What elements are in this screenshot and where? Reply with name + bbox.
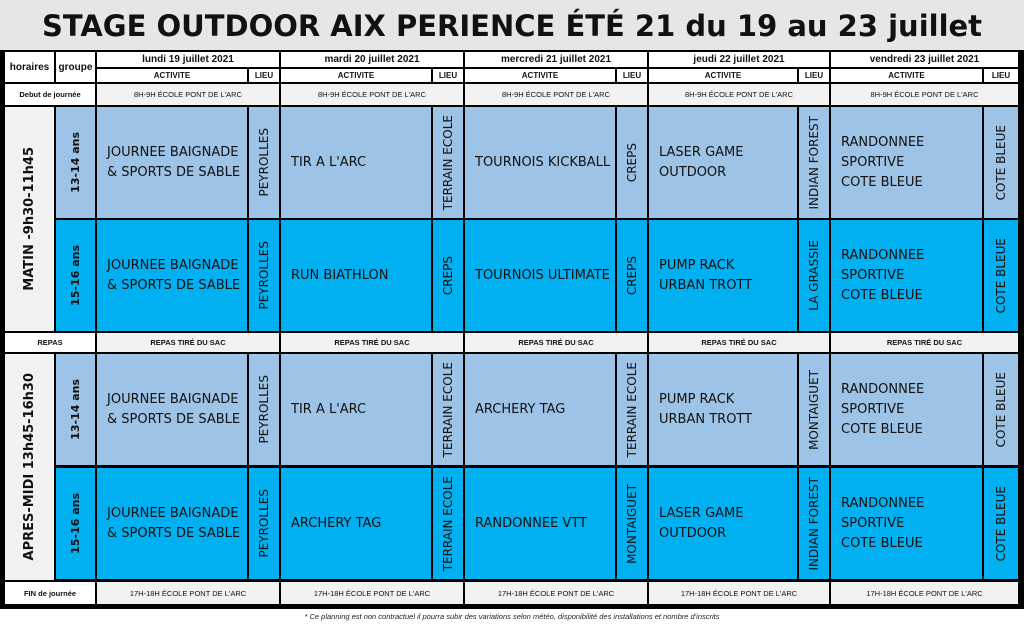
debut-label: Debut de journée	[5, 84, 95, 105]
debut-cell: 8H-9H ÉCOLE PONT DE L'ARC	[649, 84, 829, 105]
lieu-cell-text: PEYROLLES	[257, 241, 271, 310]
lieu-cell	[984, 354, 1018, 465]
page-title: STAGE OUTDOOR AIX PERIENCE ÉTÉ 21 du 19 au 23 juillet	[0, 0, 1024, 50]
lieu-cell-text: TERRAIN ECOLE	[441, 475, 455, 572]
fin-label: FIN de journée	[5, 582, 95, 604]
activity-cell: TIR A L'ARC	[281, 354, 431, 465]
lieu-cell-text: MONTAIGUET	[625, 483, 639, 564]
activity-cell: JOURNEE BAIGNADE & SPORTS DE SABLE	[97, 220, 247, 331]
group-label-text: 15-16 ans	[69, 493, 82, 554]
period-matin	[5, 107, 54, 331]
day-header: mercredi 21 juillet 2021	[465, 52, 647, 67]
fin-cell: 17H-18H ÉCOLE PONT DE L'ARC	[281, 582, 463, 604]
debut-cell: 8H-9H ÉCOLE PONT DE L'ARC	[281, 84, 463, 105]
activity-cell: PUMP RACK URBAN TROTT	[649, 354, 797, 465]
lieu-cell-text: MONTAIGUET	[807, 369, 821, 450]
activite-header: ACTIVITE	[649, 69, 797, 82]
lieu-cell	[617, 468, 647, 579]
lieu-header: LIEU	[433, 69, 463, 82]
lieu-header: LIEU	[984, 69, 1018, 82]
activite-header: ACTIVITE	[97, 69, 247, 82]
activity-cell: RUN BIATHLON	[281, 220, 431, 331]
activity-cell: JOURNEE BAIGNADE & SPORTS DE SABLE	[97, 354, 247, 465]
day-header: jeudi 22 juillet 2021	[649, 52, 829, 67]
group-label	[56, 107, 95, 218]
activity-cell: JOURNEE BAIGNADE & SPORTS DE SABLE	[97, 107, 247, 218]
header-groupe: groupe	[56, 52, 95, 82]
debut-cell: 8H-9H ÉCOLE PONT DE L'ARC	[831, 84, 1018, 105]
activity-cell: PUMP RACK URBAN TROTT	[649, 220, 797, 331]
lieu-cell-text: INDIAN FOREST	[807, 476, 821, 571]
lieu-cell-text: TERRAIN ECOLE	[441, 361, 455, 458]
lieu-cell-text: COTE BLEUE	[994, 485, 1008, 562]
lieu-cell	[433, 107, 463, 218]
lieu-cell-text: CREPS	[625, 255, 639, 296]
lieu-cell	[249, 107, 279, 218]
lieu-cell-text: PEYROLLES	[257, 128, 271, 197]
header-horaires: horaires	[5, 52, 54, 82]
activite-header: ACTIVITE	[831, 69, 982, 82]
lieu-cell	[984, 468, 1018, 579]
activity-cell: TIR A L'ARC	[281, 107, 431, 218]
activity-cell: TOURNOIS ULTIMATE	[465, 220, 615, 331]
lieu-cell	[617, 107, 647, 218]
lieu-cell	[433, 468, 463, 579]
lieu-cell-text: CREPS	[441, 255, 455, 296]
activity-cell: RANDONNEE VTT	[465, 468, 615, 579]
lieu-cell	[249, 354, 279, 465]
lieu-cell-text: LA GRASSIE	[807, 240, 821, 311]
lieu-cell	[433, 354, 463, 465]
lieu-cell	[433, 220, 463, 331]
activity-cell: LASER GAME OUTDOOR	[649, 107, 797, 218]
group-label-text: 13-14 ans	[69, 379, 82, 440]
period-apres-midi	[5, 354, 54, 580]
day-header: lundi 19 juillet 2021	[97, 52, 279, 67]
repas-cell: REPAS TIRÉ DU SAC	[649, 333, 829, 352]
repas-cell: REPAS TIRÉ DU SAC	[97, 333, 279, 352]
group-label	[56, 220, 95, 331]
lieu-cell-text: PEYROLLES	[257, 489, 271, 558]
activity-cell: RANDONNEE SPORTIVE COTE BLEUE	[831, 220, 982, 331]
repas-cell: REPAS TIRÉ DU SAC	[831, 333, 1018, 352]
group-label	[56, 468, 95, 579]
lieu-cell-text: CREPS	[625, 142, 639, 183]
activity-cell: RANDONNEE SPORTIVE COTE BLEUE	[831, 354, 982, 465]
lieu-cell	[249, 468, 279, 579]
activity-cell: TOURNOIS KICKBALL	[465, 107, 615, 218]
activity-cell: ARCHERY TAG	[281, 468, 431, 579]
lieu-cell-text: TERRAIN ECOLE	[625, 361, 639, 458]
period-apres-midi-text: APRES-MIDI 13h45-16h30	[22, 373, 37, 561]
lieu-header: LIEU	[617, 69, 647, 82]
lieu-cell	[984, 220, 1018, 331]
activite-header: ACTIVITE	[281, 69, 431, 82]
day-header: vendredi 23 juillet 2021	[831, 52, 1018, 67]
lieu-cell	[617, 220, 647, 331]
activity-cell: ARCHERY TAG	[465, 354, 615, 465]
activity-cell: JOURNEE BAIGNADE & SPORTS DE SABLE	[97, 468, 247, 579]
activity-cell: RANDONNEE SPORTIVE COTE BLEUE	[831, 107, 982, 218]
fin-cell: 17H-18H ÉCOLE PONT DE L'ARC	[649, 582, 829, 604]
fin-cell: 17H-18H ÉCOLE PONT DE L'ARC	[831, 582, 1018, 604]
lieu-header: LIEU	[249, 69, 279, 82]
debut-cell: 8H-9H ÉCOLE PONT DE L'ARC	[465, 84, 647, 105]
lieu-cell-text: INDIAN FOREST	[807, 115, 821, 210]
footnote: * Ce planning est non contractuel il pourra subir des variations selon météo, disponibilité des installations et nombre d'inscrits	[0, 609, 1024, 630]
fin-cell: 17H-18H ÉCOLE PONT DE L'ARC	[465, 582, 647, 604]
group-label-text: 15-16 ans	[69, 245, 82, 306]
lieu-cell	[799, 220, 829, 331]
repas-cell: REPAS TIRÉ DU SAC	[281, 333, 463, 352]
lieu-cell	[799, 107, 829, 218]
lieu-cell	[799, 354, 829, 465]
repas-cell: REPAS TIRÉ DU SAC	[465, 333, 647, 352]
lieu-header: LIEU	[799, 69, 829, 82]
debut-cell: 8H-9H ÉCOLE PONT DE L'ARC	[97, 84, 279, 105]
lieu-cell	[799, 468, 829, 579]
lieu-cell-text: COTE BLEUE	[994, 124, 1008, 201]
repas-label: REPAS	[5, 333, 95, 352]
fin-cell: 17H-18H ÉCOLE PONT DE L'ARC	[97, 582, 279, 604]
period-matin-text: MATIN -9h30-11h45	[22, 147, 37, 291]
lieu-cell-text: COTE BLEUE	[994, 371, 1008, 448]
day-header: mardi 20 juillet 2021	[281, 52, 463, 67]
lieu-cell	[249, 220, 279, 331]
lieu-cell-text: TERRAIN ECOLE	[441, 114, 455, 211]
group-label	[56, 354, 95, 465]
lieu-cell	[617, 354, 647, 465]
activity-cell: RANDONNEE SPORTIVE COTE BLEUE	[831, 468, 982, 579]
lieu-cell-text: PEYROLLES	[257, 375, 271, 444]
lieu-cell	[984, 107, 1018, 218]
lieu-cell-text: COTE BLEUE	[994, 237, 1008, 314]
group-label-text: 13-14 ans	[69, 132, 82, 193]
activity-cell: LASER GAME OUTDOOR	[649, 468, 797, 579]
activite-header: ACTIVITE	[465, 69, 615, 82]
